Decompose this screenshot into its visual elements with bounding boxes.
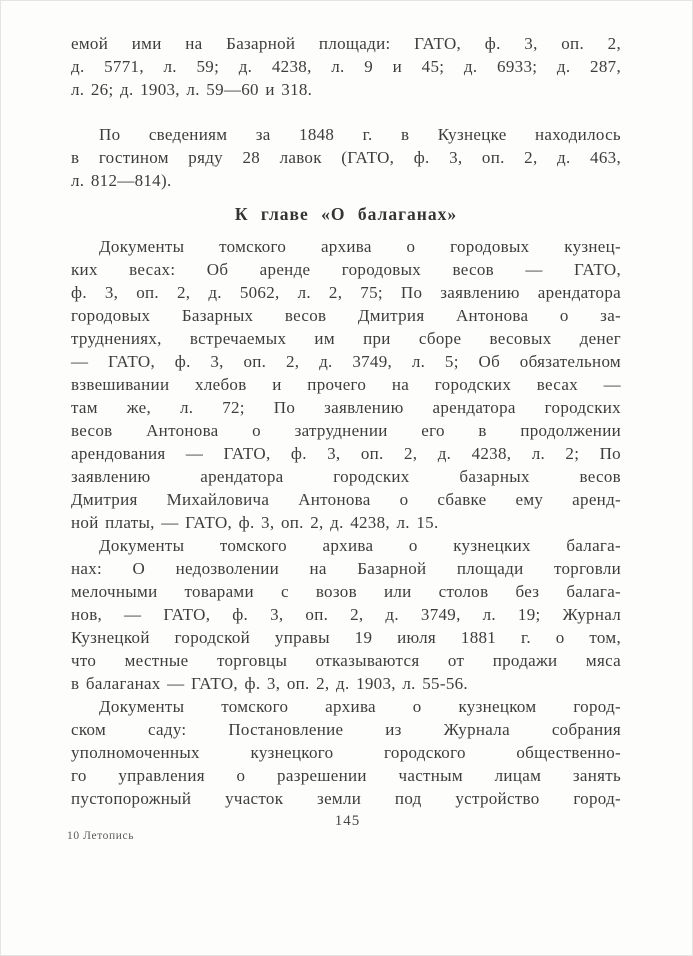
text-line: ной платы, — ГАТО, ф. 3, оп. 2, д. 4238, л. 15. [71,513,439,532]
text-line: взвешивании хлебов и прочего на городских весах — [71,375,621,394]
text-line: в балаганах — ГАТО, ф. 3, оп. 2, д. 1903, л. 55-56. [71,674,468,693]
text-line: там же, л. 72; По заявлению арендатора городских [71,398,621,417]
text-line: ких весах: Об аренде городовых весов — ГАТО, [71,260,621,279]
text-line: Документы томского архива о кузнецком город- [99,697,621,716]
text-line: арендования — ГАТО, ф. 3, оп. 2, д. 4238, л. 2; По [71,444,621,463]
text-line: уполномоченных кузнецкого городского общественно- [71,743,621,762]
text-line: нах: О недозволении на Базарной площади торговли [71,559,621,578]
paragraph [71,235,621,534]
text-line: Документы томского архива о кузнецких балага- [99,536,621,555]
text-line: Дмитрия Михайловича Антонова о сбавке ему аренд- [71,490,621,509]
paragraph [71,123,621,192]
text-line: что местные торговцы отказываются от продажи мяса [71,651,621,670]
text-line: городовых Базарных весов Дмитрия Антонова о за- [71,306,621,325]
paragraph [71,695,621,810]
text-line: мелочными товарами с возов или столов без балага- [71,582,621,601]
text-line: ском саду: Постановление из Журнала собрания [71,720,621,739]
text-line: емой ими на Базарной площади: ГАТО, ф. 3, оп. 2, [71,34,621,53]
text-line: пустопорожный участок земли под устройство город- [71,789,621,808]
text-line: Документы томского архива о городовых кузнец- [99,237,621,256]
text-block [71,32,621,810]
text-line: ф. 3, оп. 2, д. 5062, л. 2, 75; По заявлению арендатора [71,283,621,302]
text-line: весов Антонова о затруднении его в продолжении [71,421,621,440]
paragraph [71,32,621,101]
text-line: л. 26; д. 1903, л. 59—60 и 318. [71,80,313,99]
text-line: — ГАТО, ф. 3, оп. 2, д. 3749, л. 5; Об обязательном [71,352,621,371]
text-line: нов, — ГАТО, ф. 3, оп. 2, д. 3749, л. 19; Журнал [71,605,621,624]
text-line: труднениях, встречаемых им при сборе весовых денег [71,329,621,348]
text-line: Кузнецкой городской управы 19 июля 1881 г. о том, [71,628,621,647]
text-line: д. 5771, л. 59; д. 4238, л. 9 и 45; д. 6933; д. 287, [71,57,621,76]
text-line: По сведениям за 1848 г. в Кузнецке находилось [99,125,621,144]
page-number: 145 [334,813,361,829]
section-heading: К главе «О балаганах» [234,204,458,224]
text-line: в гостином ряду 28 лавок (ГАТО, ф. 3, оп. 2, д. 463, [71,148,621,167]
text-line: заявлению арендатора городских базарных весов [71,467,621,486]
printer-signature: 10 Летопись [67,830,135,842]
paragraph [71,534,621,695]
text-line: л. 812—814). [71,171,172,190]
text-line: го управления о разрешении частным лицам занять [71,766,621,785]
